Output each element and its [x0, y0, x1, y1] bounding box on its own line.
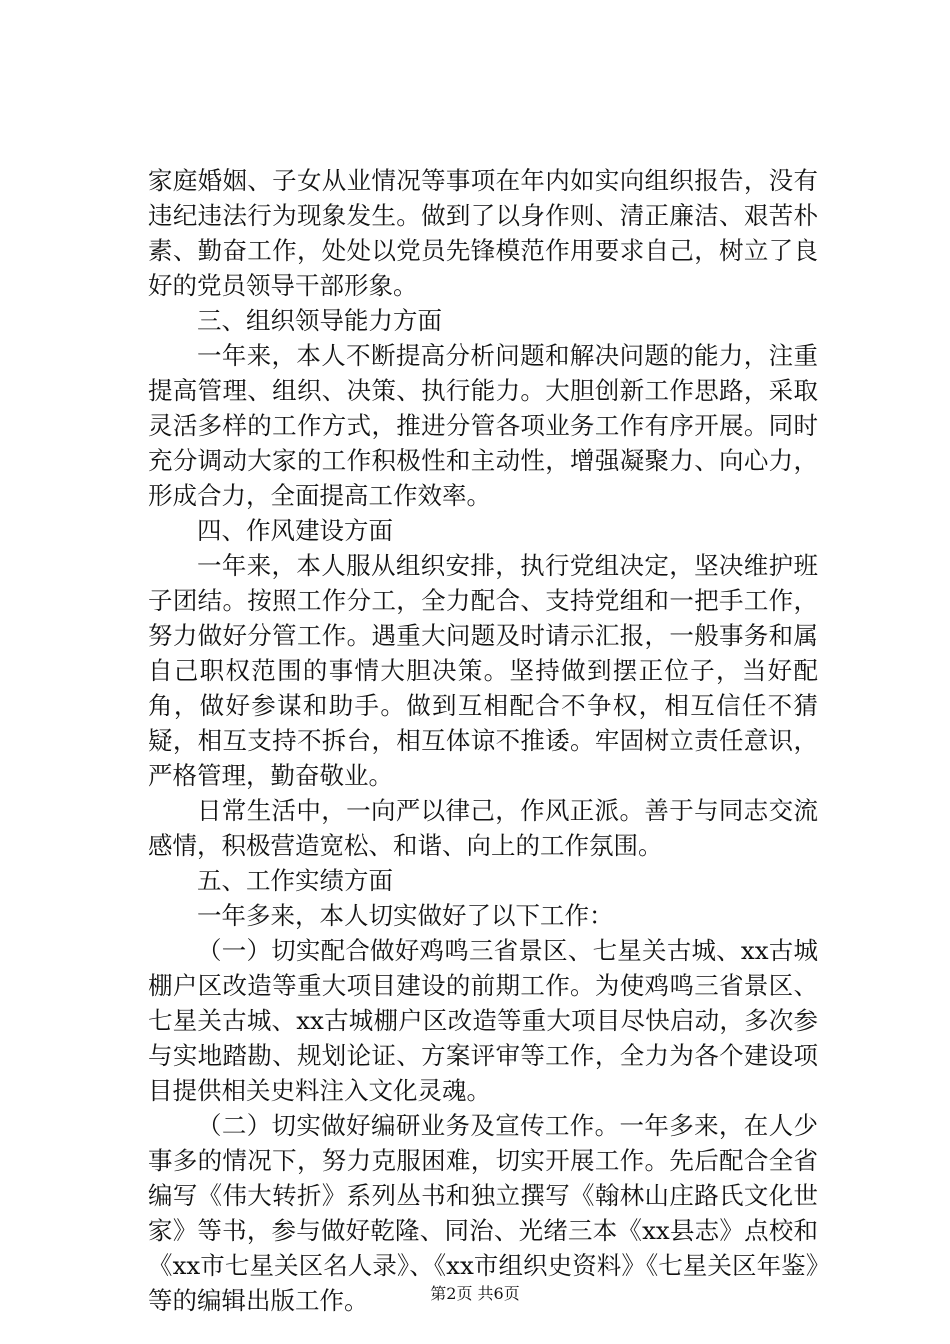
document-body	[148, 163, 818, 1318]
paragraph-leadership: 一年来，本人不断提高分析问题和解决问题的能力，注重提高管理、组织、决策、执行能力。大胆创新工作思路，采取灵活多样的工作方式，推进分管各项业务工作有序开展。同时充分调动大家的工作积极性和主动性，增强凝聚力、向心力，形成合力，全面提高工作效率。	[148, 341, 818, 510]
paragraph-work-style: 一年来，本人服从组织安排，执行党组决定，坚决维护班子团结。按照工作分工，全力配合、支持党组和一把手工作，努力做好分管工作。遇重大问题及时请示汇报，一般事务和属自己职权范围的事情大胆决策。坚持做到摆正位子，当好配角，做好参谋和助手。做到互相配合不争权，相互信任不猜疑，相互支持不拆台，相互体谅不推诿。牢固树立责任意识，严格管理，勤奋敬业。	[148, 551, 818, 790]
paragraph-achievement-one: （一）切实配合做好鸡鸣三省景区、七星关古城、xx古城棚户区改造等重大项目建设的前期工作。为使鸡鸣三省景区、七星关古城、xx古城棚户区改造等重大项目尽快启动，多次参与实地踏勘、规划论证、方案评审等工作，全力为各个建设项目提供相关史料注入文化灵魂。	[148, 936, 818, 1105]
section-heading-work-style: 四、作风建设方面	[197, 516, 393, 545]
section-heading-leadership: 三、组织领导能力方面	[197, 306, 442, 335]
paragraph-conduct-continued: 家庭婚姻、子女从业情况等事项在年内如实向组织报告，没有违纪违法行为现象发生。做到了以身作则、清正廉洁、艰苦朴素、勤奋工作，处处以党员先锋模范作用要求自己，树立了良好的党员领导干部形象。	[148, 166, 818, 300]
paragraph-achievement-two: （二）切实做好编研业务及宣传工作。一年多来，在人少事多的情况下，努力克服困难，切实开展工作。先后配合全省编写《伟大转折》系列丛书和独立撰写《翰林山庄路氏文化世家》等书，参与做好乾隆、同治、光绪三本《xx县志》点校和《xx市七星关区名人录》、《xx市组织史资料》《七星关区年鉴》等的编辑出版工作。	[148, 1111, 818, 1315]
section-heading-achievements: 五、工作实绩方面	[197, 866, 393, 895]
page-number-footer: 第2页 共6页	[430, 1284, 520, 1303]
paragraph-achievements-intro: 一年多来，本人切实做好了以下工作：	[197, 901, 614, 930]
paragraph-daily-life: 日常生活中，一向严以律己，作风正派。善于与同志交流感情，积极营造宽松、和谐、向上的工作氛围。	[148, 796, 818, 860]
